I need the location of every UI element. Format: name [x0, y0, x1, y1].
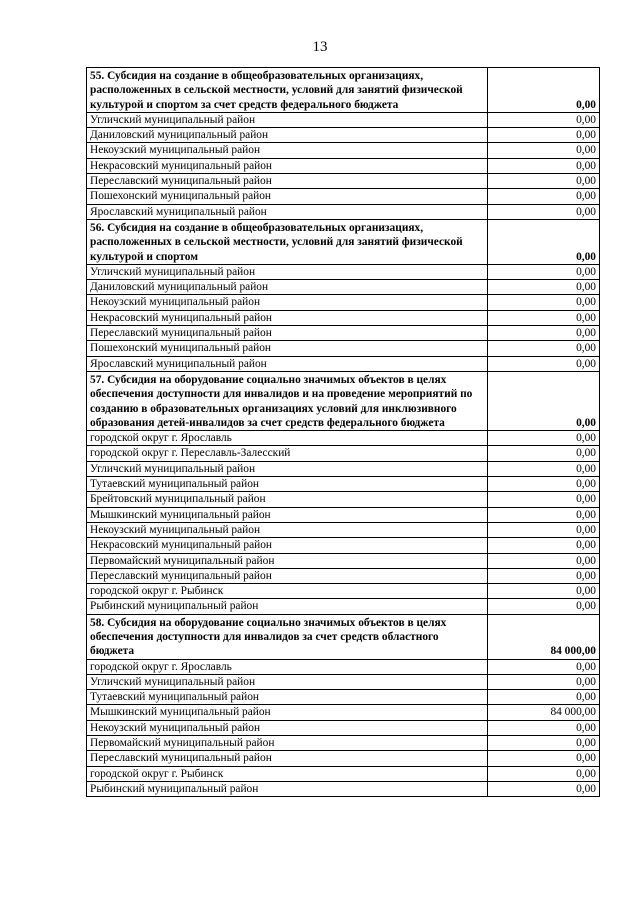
district-name: Рыбинский муниципальный район: [87, 599, 488, 614]
district-name: Угличский муниципальный район: [87, 461, 488, 476]
section-title: 55. Субсидия на создание в общеобразовательных организациях, расположенных в сельской местности, условий для занятий физической культурой и спортом за счет средств федерального бюджета: [87, 68, 488, 113]
district-name: Первомайский муниципальный район: [87, 736, 488, 751]
page-number: 13: [312, 39, 328, 55]
district-amount: 0,00: [488, 766, 600, 781]
district-name: Некоузский муниципальный район: [87, 143, 488, 158]
table-row: [87, 766, 600, 781]
section-title: 56. Субсидия на создание в общеобразовательных организациях, расположенных в сельской местности, условий для занятий физической культурой и спортом: [87, 219, 488, 264]
table-row: [87, 584, 600, 599]
district-amount: 0,00: [488, 553, 600, 568]
district-amount: 0,00: [488, 310, 600, 325]
table-row: [87, 280, 600, 295]
table-row: [87, 158, 600, 173]
district-amount: 0,00: [488, 264, 600, 279]
section-header-row: [87, 614, 600, 659]
district-name: Мышкинский муниципальный район: [87, 705, 488, 720]
table-row: [87, 522, 600, 537]
district-amount: 0,00: [488, 446, 600, 461]
district-name: городской округ г. Переславль-Залесский: [87, 446, 488, 461]
district-name: Некрасовский муниципальный район: [87, 538, 488, 553]
district-amount: 0,00: [488, 659, 600, 674]
district-name: Угличский муниципальный район: [87, 112, 488, 127]
district-amount: 0,00: [488, 751, 600, 766]
table-row: [87, 781, 600, 796]
district-amount: 0,00: [488, 781, 600, 796]
district-amount: 0,00: [488, 690, 600, 705]
table-row: [87, 492, 600, 507]
table-row: [87, 326, 600, 341]
section-total: 0,00: [488, 219, 600, 264]
district-name: городской округ г. Рыбинск: [87, 766, 488, 781]
table-row: [87, 477, 600, 492]
district-amount: 0,00: [488, 568, 600, 583]
section-header-row: [87, 219, 600, 264]
district-amount: 0,00: [488, 204, 600, 219]
district-amount: 0,00: [488, 158, 600, 173]
district-amount: 0,00: [488, 720, 600, 735]
table-row: [87, 189, 600, 204]
district-name: Первомайский муниципальный район: [87, 553, 488, 568]
district-amount: 0,00: [488, 174, 600, 189]
table-row: [87, 128, 600, 143]
district-name: Некоузский муниципальный район: [87, 522, 488, 537]
district-name: Брейтовский муниципальный район: [87, 492, 488, 507]
district-amount: 0,00: [488, 189, 600, 204]
district-name: Даниловский муниципальный район: [87, 280, 488, 295]
district-name: Угличский муниципальный район: [87, 264, 488, 279]
district-amount: 0,00: [488, 431, 600, 446]
table-row: [87, 751, 600, 766]
district-amount: 0,00: [488, 341, 600, 356]
district-amount: 0,00: [488, 143, 600, 158]
district-amount: 0,00: [488, 477, 600, 492]
district-amount: 0,00: [488, 599, 600, 614]
district-amount: 0,00: [488, 736, 600, 751]
table-row: [87, 264, 600, 279]
district-name: Некрасовский муниципальный район: [87, 310, 488, 325]
district-name: Тутаевский муниципальный район: [87, 477, 488, 492]
table-row: [87, 446, 600, 461]
district-name: городской округ г. Рыбинск: [87, 584, 488, 599]
table-row: [87, 599, 600, 614]
district-name: Некоузский муниципальный район: [87, 295, 488, 310]
section-header-row: [87, 68, 600, 113]
district-name: Пошехонский муниципальный район: [87, 341, 488, 356]
district-amount: 84 000,00: [488, 705, 600, 720]
section-header-row: [87, 371, 600, 430]
table-row: [87, 431, 600, 446]
district-name: Пошехонский муниципальный район: [87, 189, 488, 204]
table-row: [87, 174, 600, 189]
table-row: [87, 568, 600, 583]
subsidy-table: [86, 67, 600, 797]
district-amount: 0,00: [488, 522, 600, 537]
table-row: [87, 356, 600, 371]
district-name: городской округ г. Ярославль: [87, 431, 488, 446]
table-row: [87, 553, 600, 568]
table-row: [87, 538, 600, 553]
district-name: Тутаевский муниципальный район: [87, 690, 488, 705]
district-amount: 0,00: [488, 674, 600, 689]
section-title: 57. Субсидия на оборудование социально значимых объектов в целях обеспечения доступности для инвалидов и на проведение мероприятий по созданию в образовательных организациях условий для инклюзивного образования детей-инвалидов за счет средств федерального бюджета: [87, 371, 488, 430]
district-name: Переславский муниципальный район: [87, 568, 488, 583]
table-row: [87, 310, 600, 325]
table-row: [87, 204, 600, 219]
district-amount: 0,00: [488, 326, 600, 341]
table-row: [87, 507, 600, 522]
section-total: 0,00: [488, 68, 600, 113]
district-amount: 0,00: [488, 280, 600, 295]
district-name: Рыбинский муниципальный район: [87, 781, 488, 796]
section-total: 0,00: [488, 371, 600, 430]
district-amount: 0,00: [488, 112, 600, 127]
table-row: [87, 674, 600, 689]
district-name: Некоузский муниципальный район: [87, 720, 488, 735]
district-name: Переславский муниципальный район: [87, 326, 488, 341]
table-row: [87, 143, 600, 158]
table-row: [87, 705, 600, 720]
table-row: [87, 295, 600, 310]
section-title: 58. Субсидия на оборудование социально значимых объектов в целях обеспечения доступности для инвалидов за счет средств областного бюджета: [87, 614, 488, 659]
table-row: [87, 736, 600, 751]
district-name: Некрасовский муниципальный район: [87, 158, 488, 173]
section-total: 84 000,00: [488, 614, 600, 659]
district-name: городской округ г. Ярославль: [87, 659, 488, 674]
table-row: [87, 461, 600, 476]
table-row: [87, 659, 600, 674]
district-name: Ярославский муниципальный район: [87, 204, 488, 219]
district-amount: 0,00: [488, 538, 600, 553]
district-amount: 0,00: [488, 492, 600, 507]
district-name: Даниловский муниципальный район: [87, 128, 488, 143]
district-amount: 0,00: [488, 584, 600, 599]
table-row: [87, 720, 600, 735]
district-name: Мышкинский муниципальный район: [87, 507, 488, 522]
district-name: Угличский муниципальный район: [87, 674, 488, 689]
table-row: [87, 112, 600, 127]
district-amount: 0,00: [488, 295, 600, 310]
district-name: Переславский муниципальный район: [87, 174, 488, 189]
district-amount: 0,00: [488, 128, 600, 143]
district-amount: 0,00: [488, 507, 600, 522]
district-name: Переславский муниципальный район: [87, 751, 488, 766]
table-row: [87, 341, 600, 356]
district-amount: 0,00: [488, 461, 600, 476]
district-name: Ярославский муниципальный район: [87, 356, 488, 371]
subsidy-table-body: [87, 68, 600, 797]
table-row: [87, 690, 600, 705]
district-amount: 0,00: [488, 356, 600, 371]
